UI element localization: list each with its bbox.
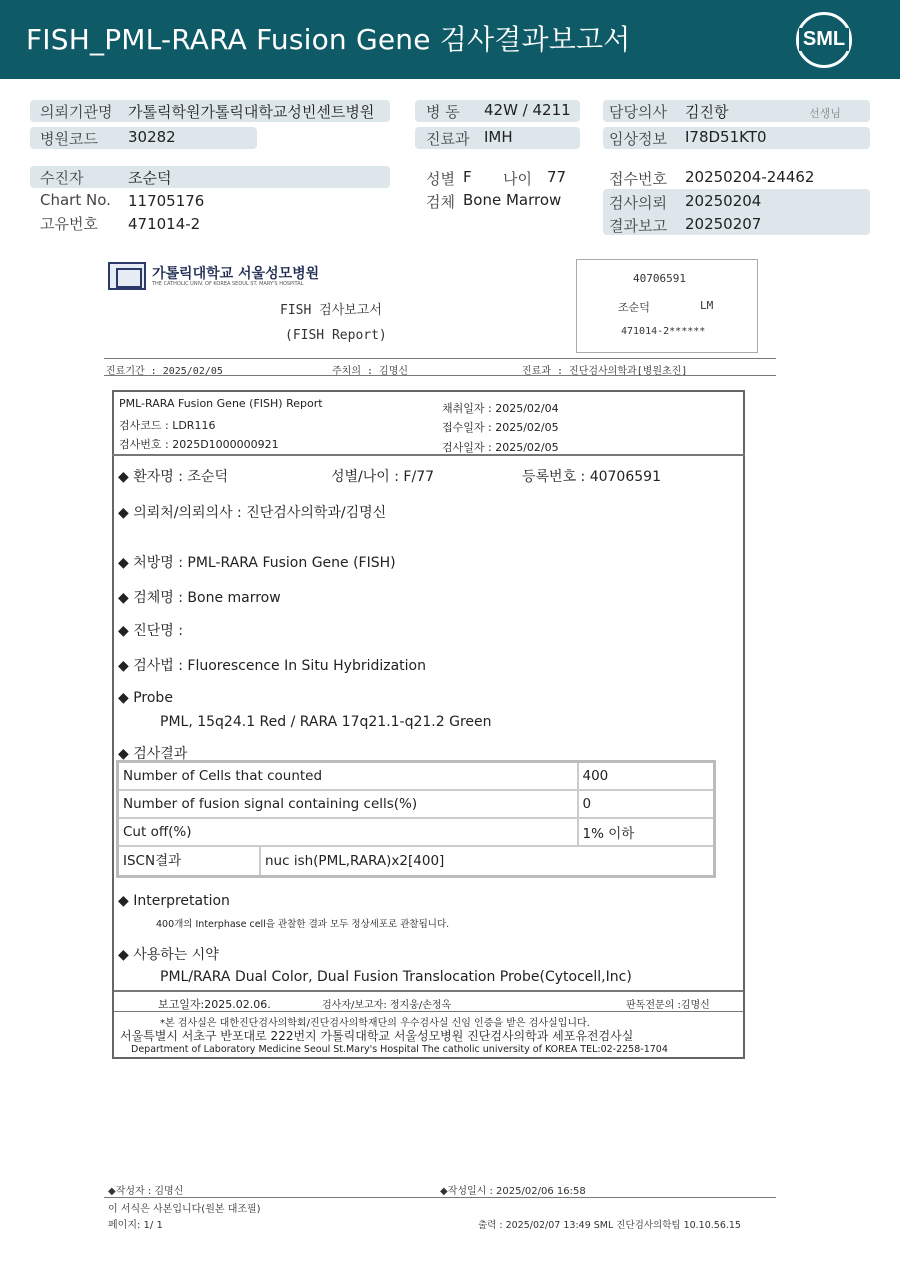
writer: ◆작성자 : 김명신 xyxy=(108,1186,184,1197)
hospital-name: 가톨릭대학교 서울성모병원 xyxy=(152,266,320,282)
institution-value: 가톨릭학원가톨릭대학교성빈센트병원 xyxy=(128,103,375,121)
header-bar xyxy=(0,0,900,79)
prescription-line: ◆ 처방명 : PML-RARA Fusion Gene (FISH) xyxy=(118,555,396,571)
patient-value: 조순덕 xyxy=(128,169,172,187)
sex-value: F xyxy=(463,168,472,186)
doctor-value: 김진항 xyxy=(685,103,729,121)
hospital-logo-icon xyxy=(108,262,146,290)
box-id: 40706591 xyxy=(633,272,686,285)
result-title: ◆ 검사결과 xyxy=(118,746,188,762)
reagent-line: PML/RARA Dual Color, Dual Fusion Translocation Probe(Cytocell,Inc) xyxy=(160,969,632,985)
table-cell: 0 xyxy=(578,790,715,818)
institution-label: 의뢰기관명 xyxy=(40,103,113,121)
receipt-label: 접수번호 xyxy=(609,170,667,188)
specimen-label: 검체 xyxy=(426,193,455,211)
clinical-label: 임상정보 xyxy=(609,130,667,148)
doc-subtitle: (FISH Report) xyxy=(285,328,387,343)
address-line: 서울특별시 서초구 반포대로 222번지 가톨릭대학교 서울성모병원 진단검사의학과 세포유전검사실 xyxy=(120,1029,634,1043)
specimen-line: ◆ 검체명 : Bone marrow xyxy=(118,590,281,606)
iscn-value: nuc ish(PML,RARA)x2[400] xyxy=(265,852,445,869)
sml-logo xyxy=(796,12,852,68)
patient-line: ◆ 환자명 : 조순덕 xyxy=(118,469,228,485)
result-table xyxy=(116,760,716,878)
sex-label: 성별 xyxy=(426,170,455,188)
box-name: 조순덕 xyxy=(618,301,650,314)
table-cell: Cut off(%) xyxy=(118,818,578,846)
report-code: 검사코드 : LDR116 xyxy=(119,419,216,432)
box-tag: LM xyxy=(700,299,714,312)
ward-label: 병 동 xyxy=(426,103,460,121)
request-label: 검사의뢰 xyxy=(609,194,667,212)
attending: 주치의 : 김명신 xyxy=(332,366,409,377)
table-cell: 400 xyxy=(578,762,715,790)
doctor-suffix: 선생님 xyxy=(809,107,841,120)
result-value: 20250207 xyxy=(685,215,762,233)
probe-title: ◆ Probe xyxy=(118,690,173,706)
bottom-rule xyxy=(104,1197,776,1198)
doc-title: FISH 검사보고서 xyxy=(280,303,382,318)
sexage-line: 성별/나이 : F/77 xyxy=(331,469,435,485)
collect-date: 채취일자 : 2025/02/04 xyxy=(442,402,559,415)
hospital-subtitle: THE CATHOLIC UNIV. OF KOREA SEOUL ST. MARY'S HOSPITAL xyxy=(152,281,304,287)
dept-label: 진료과 xyxy=(426,130,470,148)
printed-line: 출력 : 2025/02/07 13:49 SML 진단검사의학팀 10.10.56.15 xyxy=(478,1220,741,1231)
iscn-label: ISCN결과 xyxy=(119,847,261,875)
second-rule xyxy=(104,375,776,376)
report-number: 검사번호 : 2025D1000000921 xyxy=(119,438,279,451)
receipt-value: 20250204-24462 xyxy=(685,168,815,186)
dept-line: Department of Laboratory Medicine Seoul St.Mary's Hospital The catholic university of KOREA TEL:02-2258-1704 xyxy=(131,1044,668,1055)
box-num: 471014-2****** xyxy=(621,326,706,337)
table-row xyxy=(118,762,715,790)
specialist: 판독전문의 :김명신 xyxy=(626,1000,710,1011)
referrer-line: ◆ 의뢰처/의뢰의사 : 진단검사의학과/김명신 xyxy=(118,505,387,521)
top-rule xyxy=(104,358,776,359)
examiner: 검사자/보고자: 정지웅/손정옥 xyxy=(322,1000,452,1011)
hospital-code-label: 병원코드 xyxy=(40,130,98,148)
chart-label: Chart No. xyxy=(40,191,111,209)
probe-line: PML, 15q24.1 Red / RARA 17q21.1-q21.2 Green xyxy=(160,714,492,730)
interp-line: 400개의 Interphase cell을 관찰한 결과 모두 정상세포로 관찰됩니다. xyxy=(156,919,450,930)
report-date: 보고일자:2025.02.06. xyxy=(158,998,271,1011)
unique-value: 471014-2 xyxy=(128,215,201,233)
test-date: 검사일자 : 2025/02/05 xyxy=(442,441,559,454)
age-value: 77 xyxy=(547,168,567,186)
dept-value: IMH xyxy=(484,128,513,146)
unique-label: 고유번호 xyxy=(40,215,98,233)
doctor-label: 담당의사 xyxy=(609,103,667,121)
patient-pill xyxy=(30,166,390,188)
period: 진료기간 : 2025/02/05 xyxy=(106,366,223,377)
method-line: ◆ 검사법 : Fluorescence In Situ Hybridization xyxy=(118,658,426,674)
ward-value: 42W / 4211 xyxy=(484,101,571,119)
result-label: 결과보고 xyxy=(609,217,667,235)
specimen-value: Bone Marrow xyxy=(463,191,562,209)
receive-date: 접수일자 : 2025/02/05 xyxy=(442,421,559,434)
patient-label: 수진자 xyxy=(40,169,84,187)
report-head-separator xyxy=(112,454,745,456)
page-title: FISH_PML-RARA Fusion Gene 검사결과보고서 xyxy=(26,23,631,56)
request-value: 20250204 xyxy=(685,192,762,210)
age-label: 나이 xyxy=(503,170,532,188)
diagnosis-line: ◆ 진단명 : xyxy=(118,623,183,639)
copy-note: 이 서식은 사본입니다(원본 대조필) xyxy=(108,1204,261,1215)
table-row xyxy=(118,818,715,846)
reagent-title: ◆ 사용하는 시약 xyxy=(118,947,219,963)
table-row xyxy=(118,790,715,818)
report-name: PML-RARA Fusion Gene (FISH) Report xyxy=(119,397,323,410)
footer-separator-2 xyxy=(114,1011,743,1012)
table-cell: Number of Cells that counted xyxy=(118,762,578,790)
table-row xyxy=(118,846,715,877)
footer-separator xyxy=(114,990,743,992)
clinical-value: I78D51KT0 xyxy=(685,128,767,146)
chart-value: 11705176 xyxy=(128,192,205,210)
interp-title: ◆ Interpretation xyxy=(118,893,230,909)
table-cell: Number of fusion signal containing cells(%) xyxy=(118,790,578,818)
regno-line: 등록번호 : 40706591 xyxy=(522,469,661,485)
page-count: 페이지: 1/ 1 xyxy=(108,1220,163,1231)
table-cell: 1% 이하 xyxy=(578,818,715,846)
clinic: 진료과 : 진단검사의학과[병원초진] xyxy=(522,366,688,377)
logo-text: SML xyxy=(799,28,849,51)
cert-line: *본 검사실은 대한진단검사의학회/진단검사의학재단의 우수검사실 신임 인증을 받은 검사실입니다. xyxy=(160,1018,590,1029)
written-time: ◆작성일시 : 2025/02/06 16:58 xyxy=(440,1186,586,1197)
hospital-code-value: 30282 xyxy=(128,128,176,146)
